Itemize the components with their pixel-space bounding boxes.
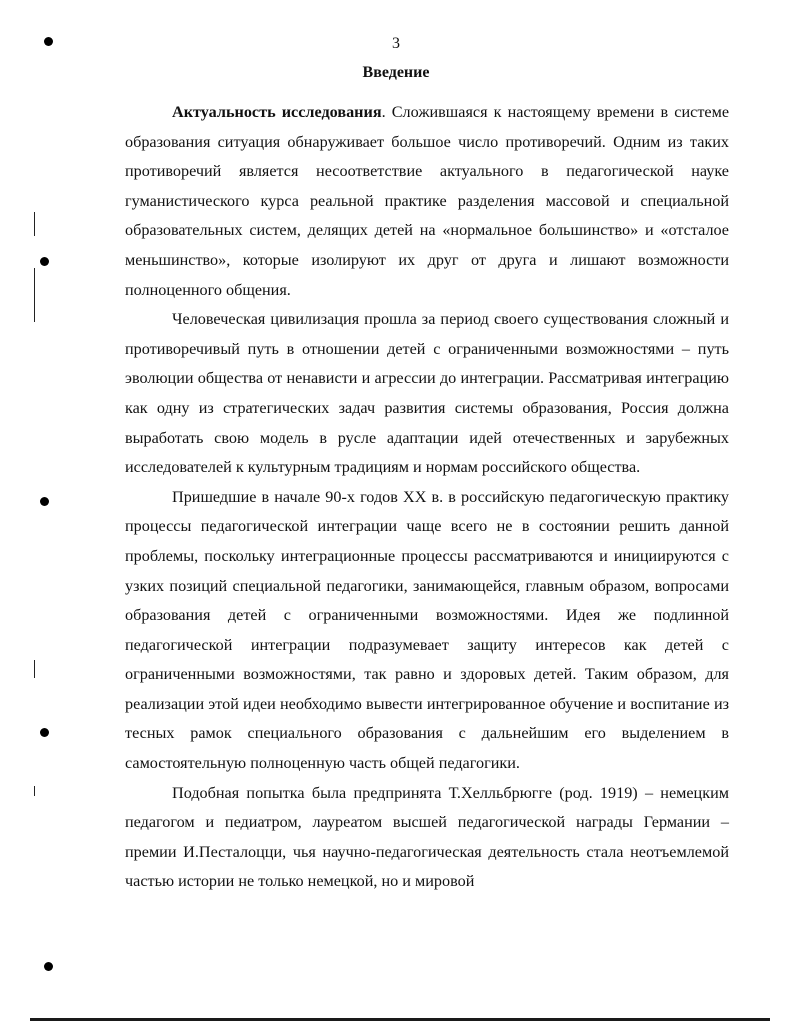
page-number: 3 (392, 35, 400, 52)
paragraph-4: Подобная попытка была предпринята Т.Хелльбрюгге (род. 1919) – немецким педагогом и педиатром, лауреатом высшей педагогической награды Германии – премии И.Песталоцци, чья научно-педагогическая деятельность стала неотъемлемой частью истории не только немецкой, но и мировой (125, 783, 729, 891)
scan-artifact-line (34, 660, 35, 678)
binder-hole-4 (40, 728, 49, 737)
page-bottom-edge (30, 1018, 770, 1021)
paragraph-text: . Сложившаяся к настоящему времени в системе образования ситуация обнаруживает большое число противоречий. Одним из таких противоречий является несоответствие актуального в педагогической науке гуманистического курса реальной практике разделения массовой и специальной образовательных систем, делящих детей на «нормальное большинство» и «отсталое меньшинство», которые изолируют их друг от друга и лишают возможности полноценного общения. (125, 103, 730, 299)
scan-artifact-line (34, 786, 35, 796)
paragraph-1 (125, 98, 729, 305)
paragraph-lead: Актуальность исследования (172, 103, 382, 121)
scan-artifact-line (34, 268, 35, 322)
scan-artifact-line (34, 212, 35, 236)
paragraph-2: Человеческая цивилизация прошла за период своего существования сложный и противоречивый путь в отношении детей с ограниченными возможностями – путь эволюции общества от ненависти и агрессии до интеграции. Рассматривая интеграцию как одну из стратегических задач развития системы образования, Россия должна выработать свою модель в русле адаптации идей отечественных и зарубежных исследователей к культурным традициям и нормам российского общества. (125, 310, 729, 477)
body-text (125, 98, 729, 897)
paragraph-3: Пришедшие в начале 90-х годов XX в. в российскую педагогическую практику процессы педагогической интеграции чаще всего не в состоянии решить данной проблемы, поскольку интеграционные процессы рассматриваются и инициируются с узких позиций специальной педагогики, занимающейся, главным образом, вопросами образования детей с ограниченными возможностями. Идея же подлинной педагогической интеграции подразумевает защиту интересов как детей с ограниченными возможностями, так равно и здоровых детей. Таким образом, для реализации этой идеи необходимо вывести интегрированное обучение и воспитание из тесных рамок специального образования с дальнейшим его выделением в самостоятельную полноценную часть общей педагогики. (125, 487, 729, 773)
binder-hole-3 (40, 497, 49, 506)
binder-hole-2 (40, 257, 49, 266)
binder-hole-5 (44, 962, 53, 971)
page-heading: Введение (362, 64, 430, 81)
